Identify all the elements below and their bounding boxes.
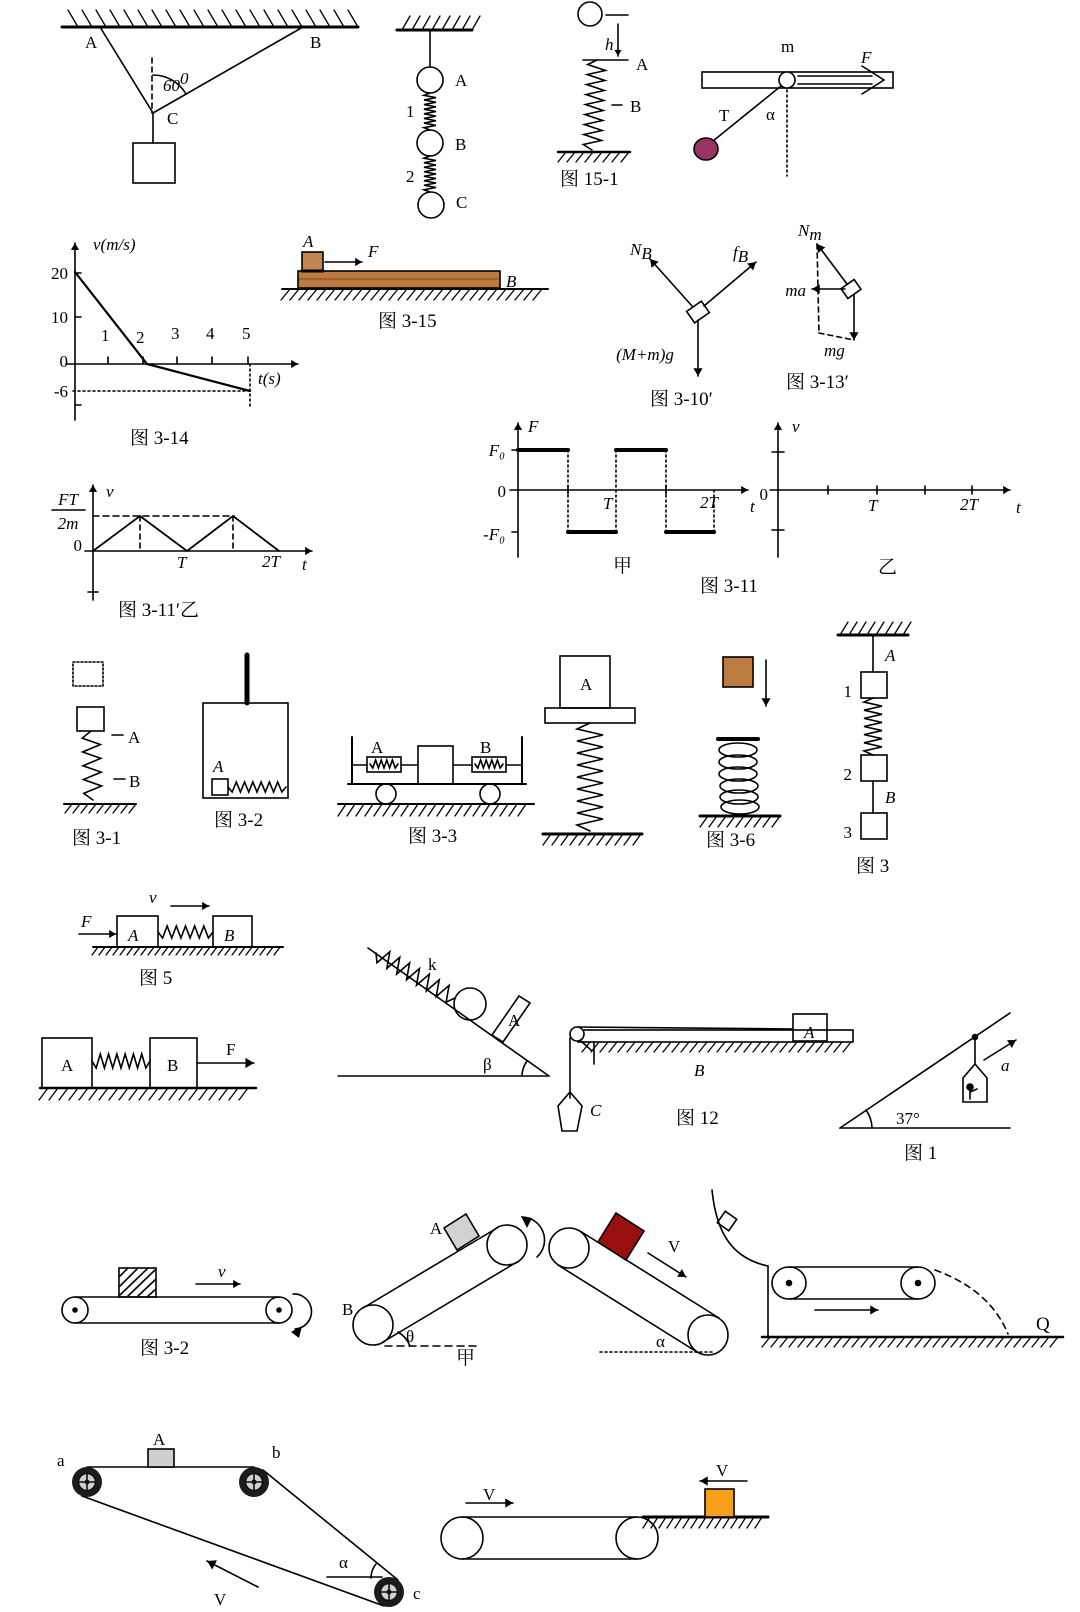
figure-3-14-vt-graph [51,235,298,449]
figure-3-15-plank [281,232,548,332]
figure-3-3-cart-springs [338,737,534,847]
label-3: 3 [843,823,852,842]
caption: 图 3-15 [378,311,437,332]
figure-rod-pendulum [694,37,893,176]
pulley-b [239,1467,269,1497]
figure-chute-belt-projectile [712,1190,1063,1347]
wheel [480,784,500,804]
label-NB: NB [630,240,652,263]
ytick-20: 20 [51,264,68,283]
label-F: F [226,1040,236,1059]
label-V-block: V [716,1461,729,1480]
figure-incline-spring-ball [338,948,549,1076]
xtick-5: 5 [242,324,251,343]
hanging-block [133,143,175,183]
figure-jia-inclined-belts [342,1213,728,1369]
xtick-4: 4 [206,324,215,343]
label-B: B [480,738,492,757]
caption: 图 3-10′ [650,389,713,410]
ball-A [417,67,443,93]
label-v: v [792,417,800,436]
passenger-head [967,1084,973,1090]
a-arrow [984,1040,1016,1060]
chute-curve [712,1190,768,1266]
spring [158,926,213,938]
v-arrow [196,1280,240,1288]
v-arrow [171,902,209,910]
label-h: h [605,35,614,54]
caption: 图 12 [676,1108,719,1129]
pendulum-bob [694,138,718,160]
ceiling-hatch [68,10,358,27]
v-arrow [648,1253,686,1277]
label-A: A [128,728,141,747]
label-B: B [885,788,896,807]
rotation-arrow [293,1294,312,1329]
ground-hatch [65,804,136,813]
cable-car [963,1064,987,1102]
center-block [418,746,453,784]
label-B: B [630,97,642,116]
figure-3-chain [838,622,911,877]
label-2: 2 [406,167,415,186]
label-A: A [580,675,593,694]
y-axis-label: v(m/s) [93,235,136,254]
figure-3-11p-vt-graph [52,482,312,621]
ball-B [417,130,443,156]
label-m: m [781,37,795,56]
figure-spring-ball-chain [397,16,480,218]
label-A: A [429,1219,443,1238]
label-k: k [428,955,437,974]
label-T: T [719,106,730,125]
orange-block [705,1489,734,1517]
label-V-belt: V [483,1485,496,1504]
label-A: A [804,1023,815,1042]
label-B: B [167,1056,179,1075]
label-v: v [106,482,114,501]
label-A: A [455,71,468,90]
figure-3-2-conveyor [62,1262,312,1359]
weight-arrow [693,320,702,376]
label-C: C [590,1101,602,1120]
figure-belt-and-block [441,1461,768,1559]
rod [702,72,893,88]
y-axis [71,243,79,420]
x-axis-label: t [750,497,755,516]
caption: 图 3-1 [72,828,122,849]
label-alpha: α [766,105,775,124]
figure-ceiling-ropes [62,10,358,183]
left-pulley [441,1517,483,1559]
caption: 图 5 [139,968,173,989]
label-B: B [310,33,322,52]
xtick-2: 2 [136,328,145,347]
label-v: v [218,1262,226,1281]
label-A: A [303,232,314,251]
x-axis [66,360,298,368]
spring-2 [424,156,436,192]
label-0: 0 [73,536,82,555]
label-F: F [861,48,872,67]
block-2 [861,755,887,781]
fB-arrow [704,262,756,306]
label-angle: 37° [896,1109,920,1128]
label-alpha: α [656,1332,665,1351]
label-mg: mg [824,341,845,360]
figure-15-1 [558,2,649,190]
figure-3-11-force-time-graph [483,417,756,577]
label-a: a [1001,1056,1010,1075]
pulley [570,1027,584,1041]
table-hatch [582,1042,851,1052]
xtick-T: T [868,496,878,515]
xtick-T: T [603,494,613,513]
gauge-B-spring [475,760,503,768]
label-2: 2 [843,765,852,784]
right-belt-top-pulley [549,1228,589,1268]
label-ma: ma [785,281,806,300]
caption: 图 3-11′乙 [118,600,200,621]
figure-3-2-box-spring [203,655,288,831]
ground-hatch [700,816,780,827]
ytick-0: 0 [59,352,68,371]
xtick-T: T [177,553,187,572]
figure-1-incline-cablecar [840,1013,1016,1164]
ground-hatch [92,947,280,955]
caption: 图 3-13′ [786,372,849,393]
pulley-a [72,1467,102,1497]
figure-spring-stand [543,656,642,845]
label-V: V [214,1590,227,1609]
caption: 图 3 [856,856,890,877]
right-pulley [616,1517,658,1559]
ground-hatch [39,1088,248,1100]
Nm-arrow [817,244,847,284]
h-arrow [614,24,621,56]
string [577,1027,793,1029]
spring-k [376,952,455,1002]
label-jia: 甲 [613,556,633,577]
ground-hatch [558,152,629,162]
ball-C [418,192,444,218]
block-A [444,1214,479,1250]
x-axis-label: t [1016,498,1021,517]
spring [82,731,101,800]
label-0: 0 [497,482,506,501]
x-axis [770,486,1010,494]
ytick-neg6: -6 [53,382,68,401]
label-v: v [149,888,157,907]
ceiling-hatch [840,622,911,635]
incline [368,948,549,1076]
label-b: b [272,1443,281,1462]
inner-spring [228,782,286,792]
label-B: B [224,926,235,945]
spring [577,723,603,831]
label-0: 0 [759,485,768,504]
ground-hatch [543,834,641,845]
x-axis-label: t [302,555,307,574]
label-B: B [694,1061,705,1080]
label-A: A [371,738,384,757]
label-B: B [342,1300,354,1319]
ground-hatch [281,289,542,300]
caption: 图 3-6 [706,830,756,851]
y-axis [89,485,97,600]
figure-3-6-falling-block-spring [700,657,780,851]
figure-3-1-spring-block [64,662,141,849]
block-A [302,252,323,271]
label-jia: 甲 [456,1348,476,1369]
figure-12-table-pulley [558,1014,853,1131]
label-Q: Q [1036,1314,1050,1335]
projectile-path [935,1270,1008,1334]
mg-arrow [849,295,858,340]
block-3 [861,813,887,839]
block [77,707,104,731]
x-axis-label: t(s) [258,369,281,388]
label-weight: (M+m)g [616,345,674,364]
block-A [148,1449,174,1467]
ytick-10: 10 [51,308,68,327]
fall-arrow [761,660,770,706]
label-A: A [885,646,896,665]
caption: 图 3-2 [140,1338,190,1359]
V-arrow [207,1560,258,1587]
ceiling-hatch [402,16,480,30]
label-C: C [167,109,179,128]
ground-hatch [338,804,526,816]
spring [92,1054,150,1068]
xtick-3: 3 [171,324,180,343]
spring [583,60,605,150]
pulley-c [374,1577,404,1607]
caption: 图 1 [904,1143,938,1164]
label-A: A [153,1430,166,1449]
label-a: a [57,1451,65,1470]
block-1 [861,672,887,698]
spring [864,698,882,755]
label-fB: fB [733,243,749,266]
label-F0: F₀ [488,441,505,460]
label-C: C [456,193,468,212]
F-arrow [197,1058,254,1068]
F-arrow [325,258,362,266]
ma-arrow [812,284,845,293]
red-block [598,1213,644,1260]
incline [840,1013,1010,1128]
label-1: 1 [843,682,852,701]
wheel [376,784,396,804]
spring-1 [424,93,436,130]
caption: 图 3-2 [214,810,264,831]
caption: 图 15-1 [560,169,619,190]
label-F: F [81,912,92,931]
label-A: A [61,1056,74,1075]
ball [454,988,486,1020]
label-beta: β [483,1055,492,1074]
label-V: V [668,1237,681,1256]
fraction-denominator: 2m [57,514,79,533]
figure-3-13-force-diagram [785,221,861,393]
platform [545,708,635,723]
falling-ball [578,2,602,26]
label-A: A [213,757,224,776]
label-theta: θ [406,1327,415,1346]
caption: 图 3-3 [408,826,458,847]
label-A: A [85,33,98,52]
caption: 图 3-14 [130,428,189,449]
label-negF0: -F₀ [483,525,505,544]
wood-block [723,657,753,687]
ground-hatch [762,1337,1058,1347]
fraction-numerator: FT [58,490,78,509]
label-B: B [129,772,141,791]
caption: 图 3-11 [700,576,758,597]
ground-hatch [643,1517,762,1528]
NB-arrow [650,259,692,306]
label-B: B [506,272,517,291]
figure-abc-triangle-belt [57,1430,421,1609]
label-F: F [528,417,539,436]
figure-5-spring-blocks [79,888,283,989]
label-angle: 600 [163,69,189,95]
label-yi: 乙 [878,557,898,578]
xtick-2T: 2T [700,493,718,512]
label-A: A [508,1011,521,1030]
inner-block [212,779,228,795]
velocity-wave [93,516,279,551]
belt-direction-arrow [815,1305,878,1314]
label-A: A [128,926,139,945]
ghost-block [73,662,103,686]
xtick-2T: 2T [262,552,280,571]
figure-3-10-force-diagram [616,240,756,410]
label-B: B [455,135,467,154]
label-Nm: Nm [798,221,822,244]
label-alpha: α [339,1553,348,1572]
right-belt-bottom-pulley [688,1315,728,1355]
label-1: 1 [406,102,415,121]
F-arrow [79,930,116,938]
label-F: F [368,242,379,261]
xtick-2T: 2T [960,495,978,514]
gauge-A-spring [370,760,398,768]
label-c: c [413,1584,421,1603]
figure-ab-spring-push [39,1038,256,1100]
xtick-1: 1 [101,326,110,345]
figure-3-11-blank-vt-axes [700,417,1022,597]
label-A: A [636,55,649,74]
